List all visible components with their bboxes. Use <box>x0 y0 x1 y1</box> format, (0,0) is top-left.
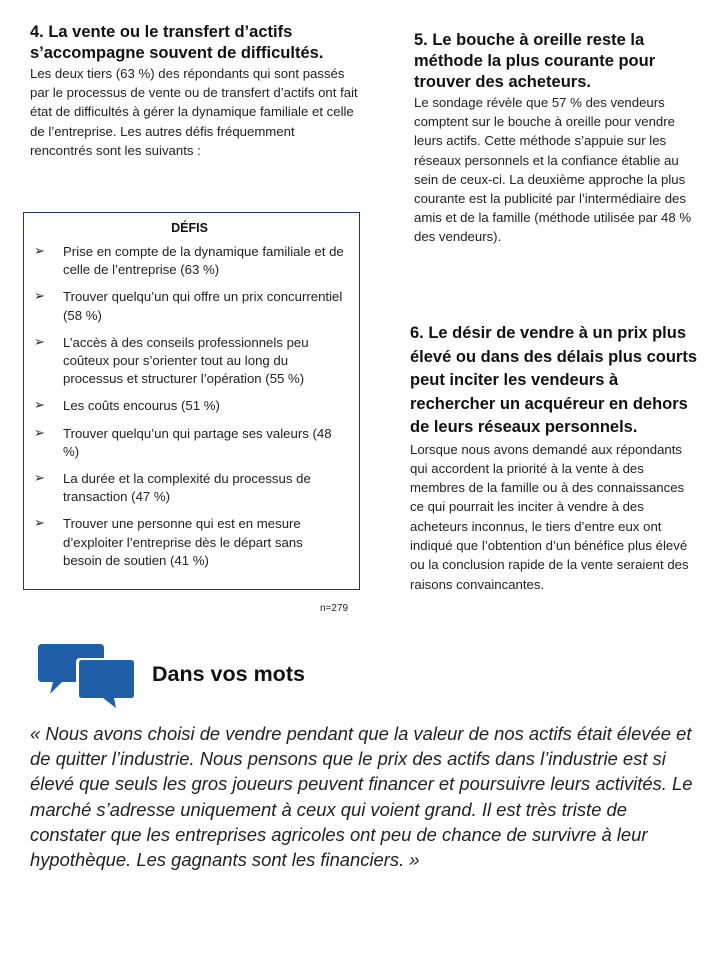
defis-item-text: Trouver quelqu’un qui partage ses valeurs (48 %) <box>63 425 332 459</box>
defis-item <box>34 425 345 461</box>
defis-list <box>34 243 345 570</box>
section-6-heading-line-1: 6. Le désir de vendre à un prix plus <box>410 324 687 342</box>
section-6 <box>410 322 700 594</box>
section-5-body: Le sondage révèle que 57 % des vendeurs comptent sur le bouche à oreille pour vendre leurs actifs. Cette méthode s’appuie sur les réseaux personnels et la confiance établie au sein de ceux-ci. La deuxième approche la plus courante est la publicité par l’intermédiaire des amis et de la famille (méthode utilisée par 48 % des vendeurs). <box>414 95 692 245</box>
section-4 <box>30 22 360 160</box>
defis-item-text: Trouver quelqu’un qui offre un prix concurrentiel (58 %) <box>63 289 343 323</box>
defis-title: DÉFIS <box>171 221 208 235</box>
defis-item-text: La durée et la complexité du processus de transaction (47 %) <box>63 471 311 505</box>
section-5-heading-line-2: méthode la plus courante pour <box>414 52 656 70</box>
defis-item-text: Prise en compte de la dynamique familiale et de celle de l’entreprise (63 %) <box>63 244 344 278</box>
section-6-body: Lorsque nous avons demandé aux répondants qui accordent la priorité à la vente à des membres de la famille ou à des connaissances ce qui pourrait les inciter à vendre à des acheteurs inconnus, le tiers d’entre eux ont indiqué que l’obtention d’un bénéfice plus élevé ou la conclusion rapide de la vente seraient des raisons convaincantes. <box>410 441 689 592</box>
arrow-bullet-icon: ➢ <box>34 425 45 441</box>
testimonial-quote: « Nous avons choisi de vendre pendant que la valeur de nos actifs était élevée et de quitter l’industrie. Nous pensons que le prix des actifs dans l’industrie est si élevé que seuls les gros joueurs peuvent financer et poursuivre leurs activités. Le marché s’adresse uniquement à ceux qui voient grand. Il est très triste de constater que les entreprises agricoles ont peu de chance de survivre à leur hypothèque. Les gagnants sont les financiers. » <box>30 723 693 871</box>
defis-box <box>23 212 360 590</box>
speech-bubbles-icon <box>38 642 138 714</box>
defis-item <box>34 334 345 389</box>
section-5-heading-line-3: trouver des acheteurs. <box>414 73 591 91</box>
section-6-heading-line-3: peut inciter les vendeurs à <box>410 371 619 389</box>
defis-item <box>34 397 345 415</box>
section-5-heading-line-1: 5. Le bouche à oreille reste la <box>414 31 645 49</box>
defis-item-text: Les coûts encourus (51 %) <box>63 398 220 414</box>
section-4-heading-line-1: 4. La vente ou le transfert d’actifs <box>30 23 293 41</box>
arrow-bullet-icon: ➢ <box>34 398 45 414</box>
arrow-bullet-icon: ➢ <box>34 471 45 487</box>
defis-item-text: Trouver une personne qui est en mesure d’exploiter l’entreprise dès le départ sans besoin de soutien (41 %) <box>63 516 303 568</box>
section-5-heading <box>414 30 694 93</box>
section-4-heading <box>30 22 360 64</box>
section-6-heading <box>410 322 700 440</box>
sample-size-label: n=279 <box>320 603 349 614</box>
section-5 <box>414 30 694 247</box>
arrow-bullet-icon: ➢ <box>34 516 45 532</box>
section-6-heading-line-4: rechercher un acquéreur en dehors <box>410 394 688 413</box>
defis-item <box>34 288 345 324</box>
section-4-heading-line-2: s’accompagne souvent de difficultés. <box>30 44 324 62</box>
defis-item <box>34 470 345 506</box>
defis-item <box>34 515 345 570</box>
defis-item-text: L’accès à des conseils professionnels peu coûteux pour s’orienter tout au long du processus et structurer l’opération (55 %) <box>63 334 309 387</box>
section-6-heading-line-5: de leurs réseaux personnels. <box>410 418 638 436</box>
section-6-heading-line-2: élevé ou dans des délais plus courts <box>410 347 698 366</box>
arrow-bullet-icon: ➢ <box>34 334 45 350</box>
defis-item <box>34 243 345 279</box>
arrow-bullet-icon: ➢ <box>34 289 45 305</box>
arrow-bullet-icon: ➢ <box>34 244 45 259</box>
dans-vos-mots-title: Dans vos mots <box>152 662 305 686</box>
section-4-body: Les deux tiers (63 %) des répondants qui sont passés par le processus de vente ou de transfert d’actifs ont fait état de difficultés à gérer la dynamique familiale et celle de l’entreprise. Les autres défis fréquemment rencontrés sont les suivants : <box>30 66 358 158</box>
